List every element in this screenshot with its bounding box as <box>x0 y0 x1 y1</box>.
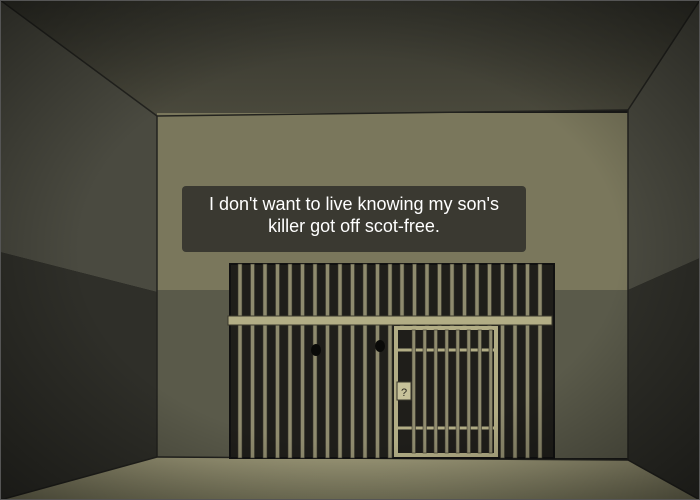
dialogue-box[interactable] <box>182 186 526 252</box>
dialogue-line-1: I don't want to live knowing my son's <box>208 194 499 214</box>
dialogue-line-2: killer got off scot-free. <box>268 216 440 236</box>
